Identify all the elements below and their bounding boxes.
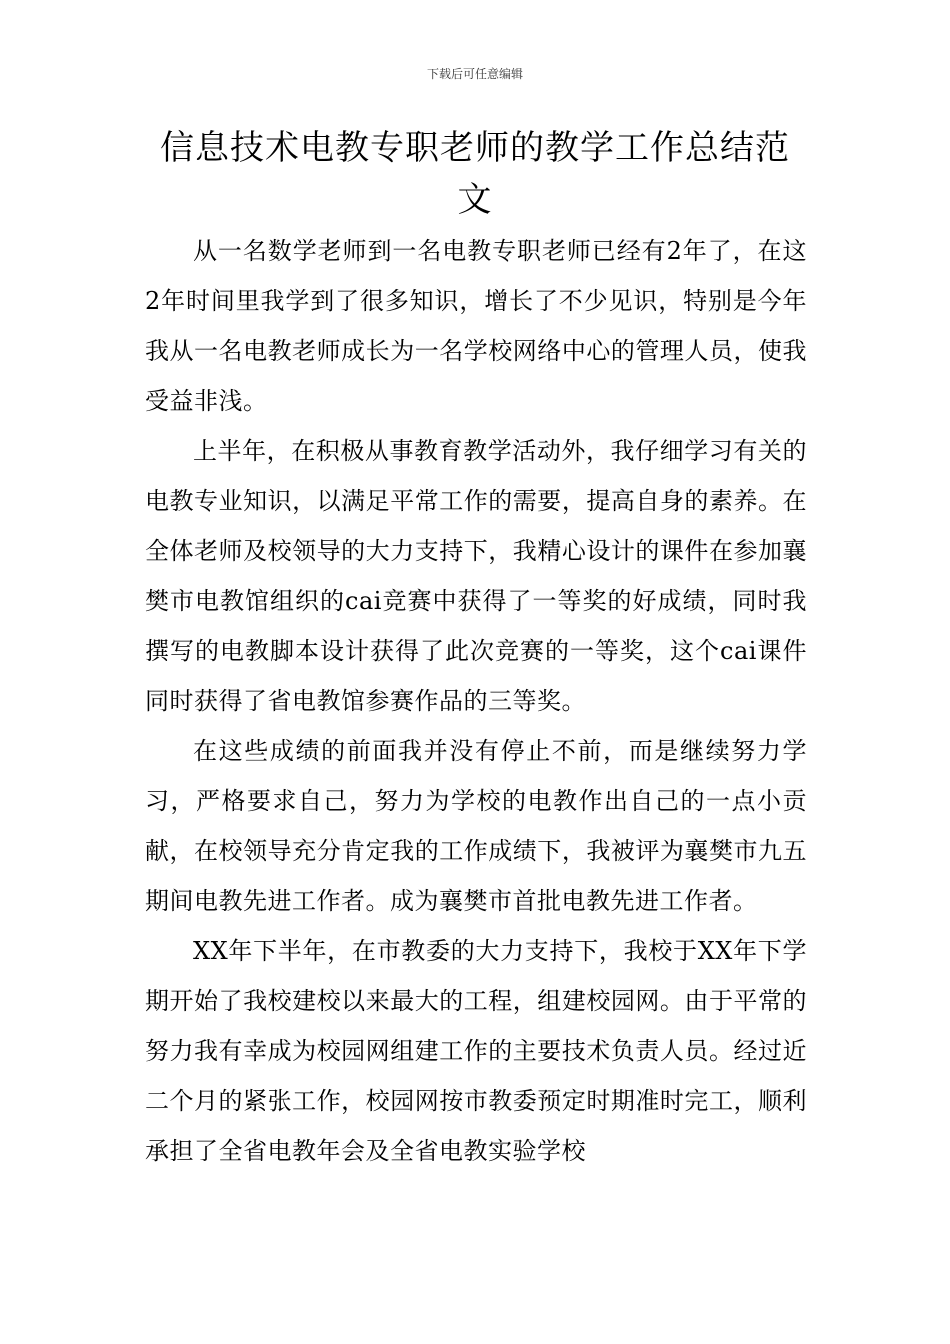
paragraph-4: XX年下半年，在市教委的大力支持下，我校于XX年下学期开始了我校建校以来最大的工程，组建校园网。由于平常的努力我有幸成为校园网组建工作的主要技术负责人员。经过近二个月的紧张工作，校园网按市教委预定时期准时完工，顺利承担了全省电教年会及全省电教实验学校 [145, 937, 807, 1165]
paragraph-1: 从一名数学老师到一名电教专职老师已经有2年了，在这2年时间里我学到了很多知识，增长了不少见识，特别是今年我从一名电教老师成长为一名学校网络中心的管理人员，使我受益非浅。 [145, 237, 807, 415]
header-note: 下载后可任意编辑 [426, 67, 523, 81]
paragraph-2: 上半年，在积极从事教育教学活动外，我仔细学习有关的电教专业知识，以满足平常工作的需要，提高自身的素养。在全体老师及校领导的大力支持下，我精心设计的课件在参加襄樊市电教馆组织的cai竞赛中获得了一等奖的好成绩，同时我撰写的电教脚本设计获得了此次竞赛的一等奖，这个cai课件同时获得了省电教馆参赛作品的三等奖。 [145, 437, 807, 715]
document-title: 信息技术电教专职老师的教学工作总结范文 [160, 128, 790, 220]
paragraph-3: 在这些成绩的前面我并没有停止不前，而是继续努力学习，严格要求自己，努力为学校的电教作出自己的一点小贡献，在校领导充分肯定我的工作成绩下，我被评为襄樊市九五期间电教先进工作者。成为襄樊市首批电教先进工作者。 [145, 737, 807, 915]
document-body [145, 226, 807, 1176]
